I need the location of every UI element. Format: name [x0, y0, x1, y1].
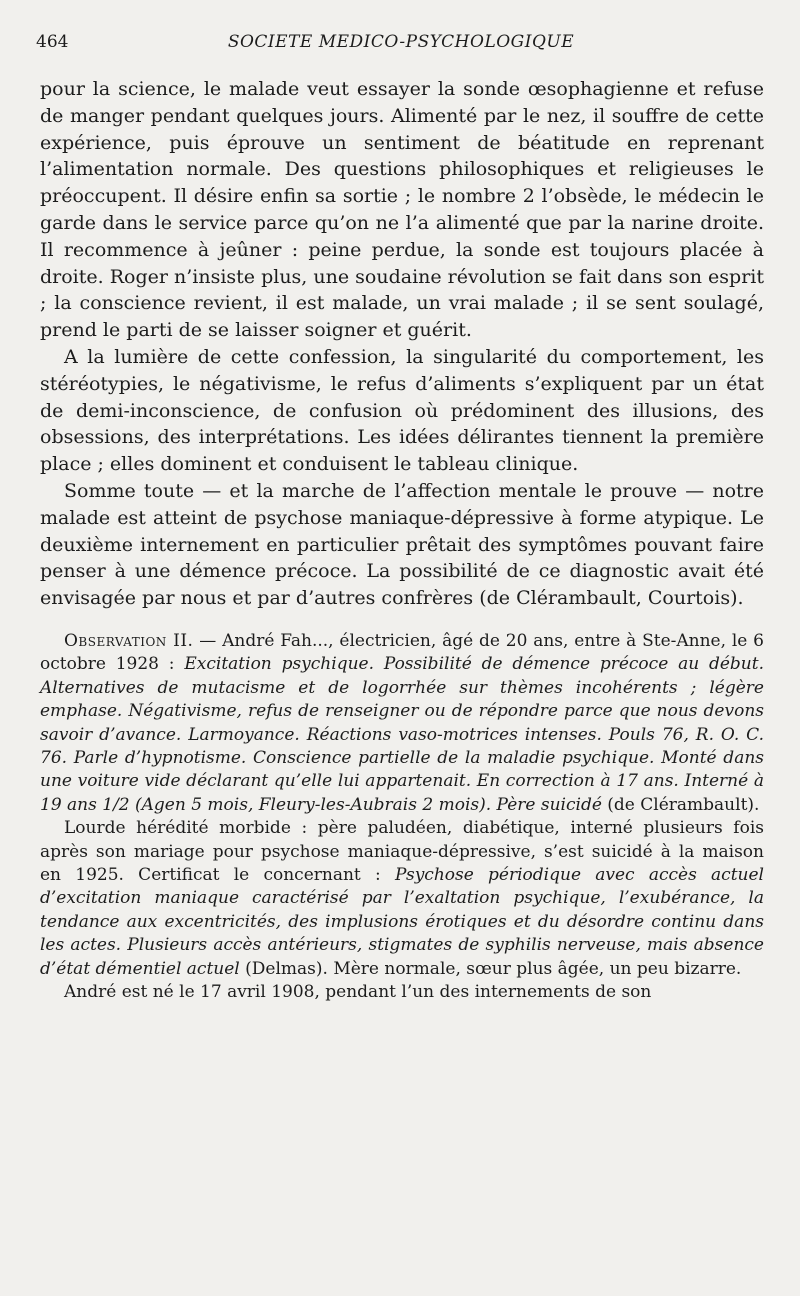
paragraph-confession: A la lumière de cette confession, la singularité du comportement, les stéréotypies, le négativisme, le refus d’aliments s’expliquent par un état de demi-inconscience, de confusion où prédominent des illusions, des obsessions, des interprétations. Les idées délirantes tiennent la première place ; elles dominent et conduisent le tableau clinique.: [40, 345, 764, 476]
observation-intro: — André Fah..., électricien, âgé de 20 ans, entre à Ste-Anne, le 6 octobre 1928 :: [40, 630, 764, 675]
paragraph-continuation: pour la science, le malade veut essayer la sonde œsophagienne et refuse de manger pendant quelques jours. Alimenté par le nez, il souffre de cette expérience, puis éprouve un sentiment de béatitude en reprenant l’alimentation normale. Des questions philosophiques et religieuses le préoccupent. Il désire enfin sa sortie ; le nombre 2 l’obsède, le médecin le garde dans le service parce qu’on ne l’a alimenté que par la narine droite. Il recommence à jeûner : peine perdue, la sonde est toujours placée à droite. Roger n’insiste plus, une soudaine révolution se fait dans son esprit ; la conscience revient, il est malade, un vrai malade ; il se sent soulagé, prend le parti de se laisser soigner et guérit.: [40, 78, 764, 342]
heredity-paragraph: [40, 817, 764, 981]
running-title: SOCIETE MEDICO-PSYCHOLOGIQUE: [227, 32, 575, 52]
page-number: 464: [36, 32, 69, 52]
observation-reference: (de Clérambault).: [601, 794, 760, 815]
birth-paragraph: André est né le 17 avril 1908, pendant l’un des internements de son: [64, 982, 652, 1003]
running-header: [36, 30, 766, 54]
paragraph-diagnosis: Somme toute — et la marche de l’affection mentale le prouve — notre malade est atteint de psychose maniaque-dépressive à forme atypique. Le deuxième internement en particulier prêtait des symptômes pouvant faire penser à une démence précoce. La possibilité de ce diagnostic avait été envisagée par nous et par d’autres confrères (de Clérambault, Courtois).: [40, 479, 764, 610]
observation-label: Observation II.: [64, 630, 194, 651]
section-gap: [40, 612, 764, 630]
body-text: [40, 76, 764, 1004]
observation-summary: Excitation psychique. Possibilité de démence précoce au début. Alternatives de mutacisme et de logorrhée sur thèmes incohérents ; légère emphase. Négativisme, refus de renseigner ou de répondre parce que nous devons savoir d’avance. Larmoyance. Réactions vaso-motrices intenses. Pouls 76, R. O. C. 76. Parle d’hypnotisme. Conscience partielle de la maladie psychique. Monté dans une voiture vide déclarant qu’elle lui appartenait. En correction à 17 ans. Interné à 19 ans 1/2 (Agen 5 mois, Fleury-les-Aubrais 2 mois). Père suicidé: [40, 654, 764, 815]
certificate-quote: Psychose périodique avec accès actuel d’excitation maniaque caractérisé par l’exaltation psychique, l’exubérance, la tendance aux excentricités, des implusions érotiques et du désordre continu dans les actes. Plusieurs accès antérieurs, stigmates de syphilis nerveuse, mais absence d’état démentiel actuel: [40, 865, 764, 979]
observation-paragraph: [40, 630, 764, 817]
heredity-end: (Delmas). Mère normale, sœur plus âgée, un peu bizarre.: [239, 958, 742, 979]
heredity-text: Lourde hérédité morbide : père paludéen, diabétique, interné plusieurs fois après son mariage pour psychose maniaque-dépressive, s’est suicidé à la maison en 1925. Certificat le concernant :: [40, 818, 764, 885]
